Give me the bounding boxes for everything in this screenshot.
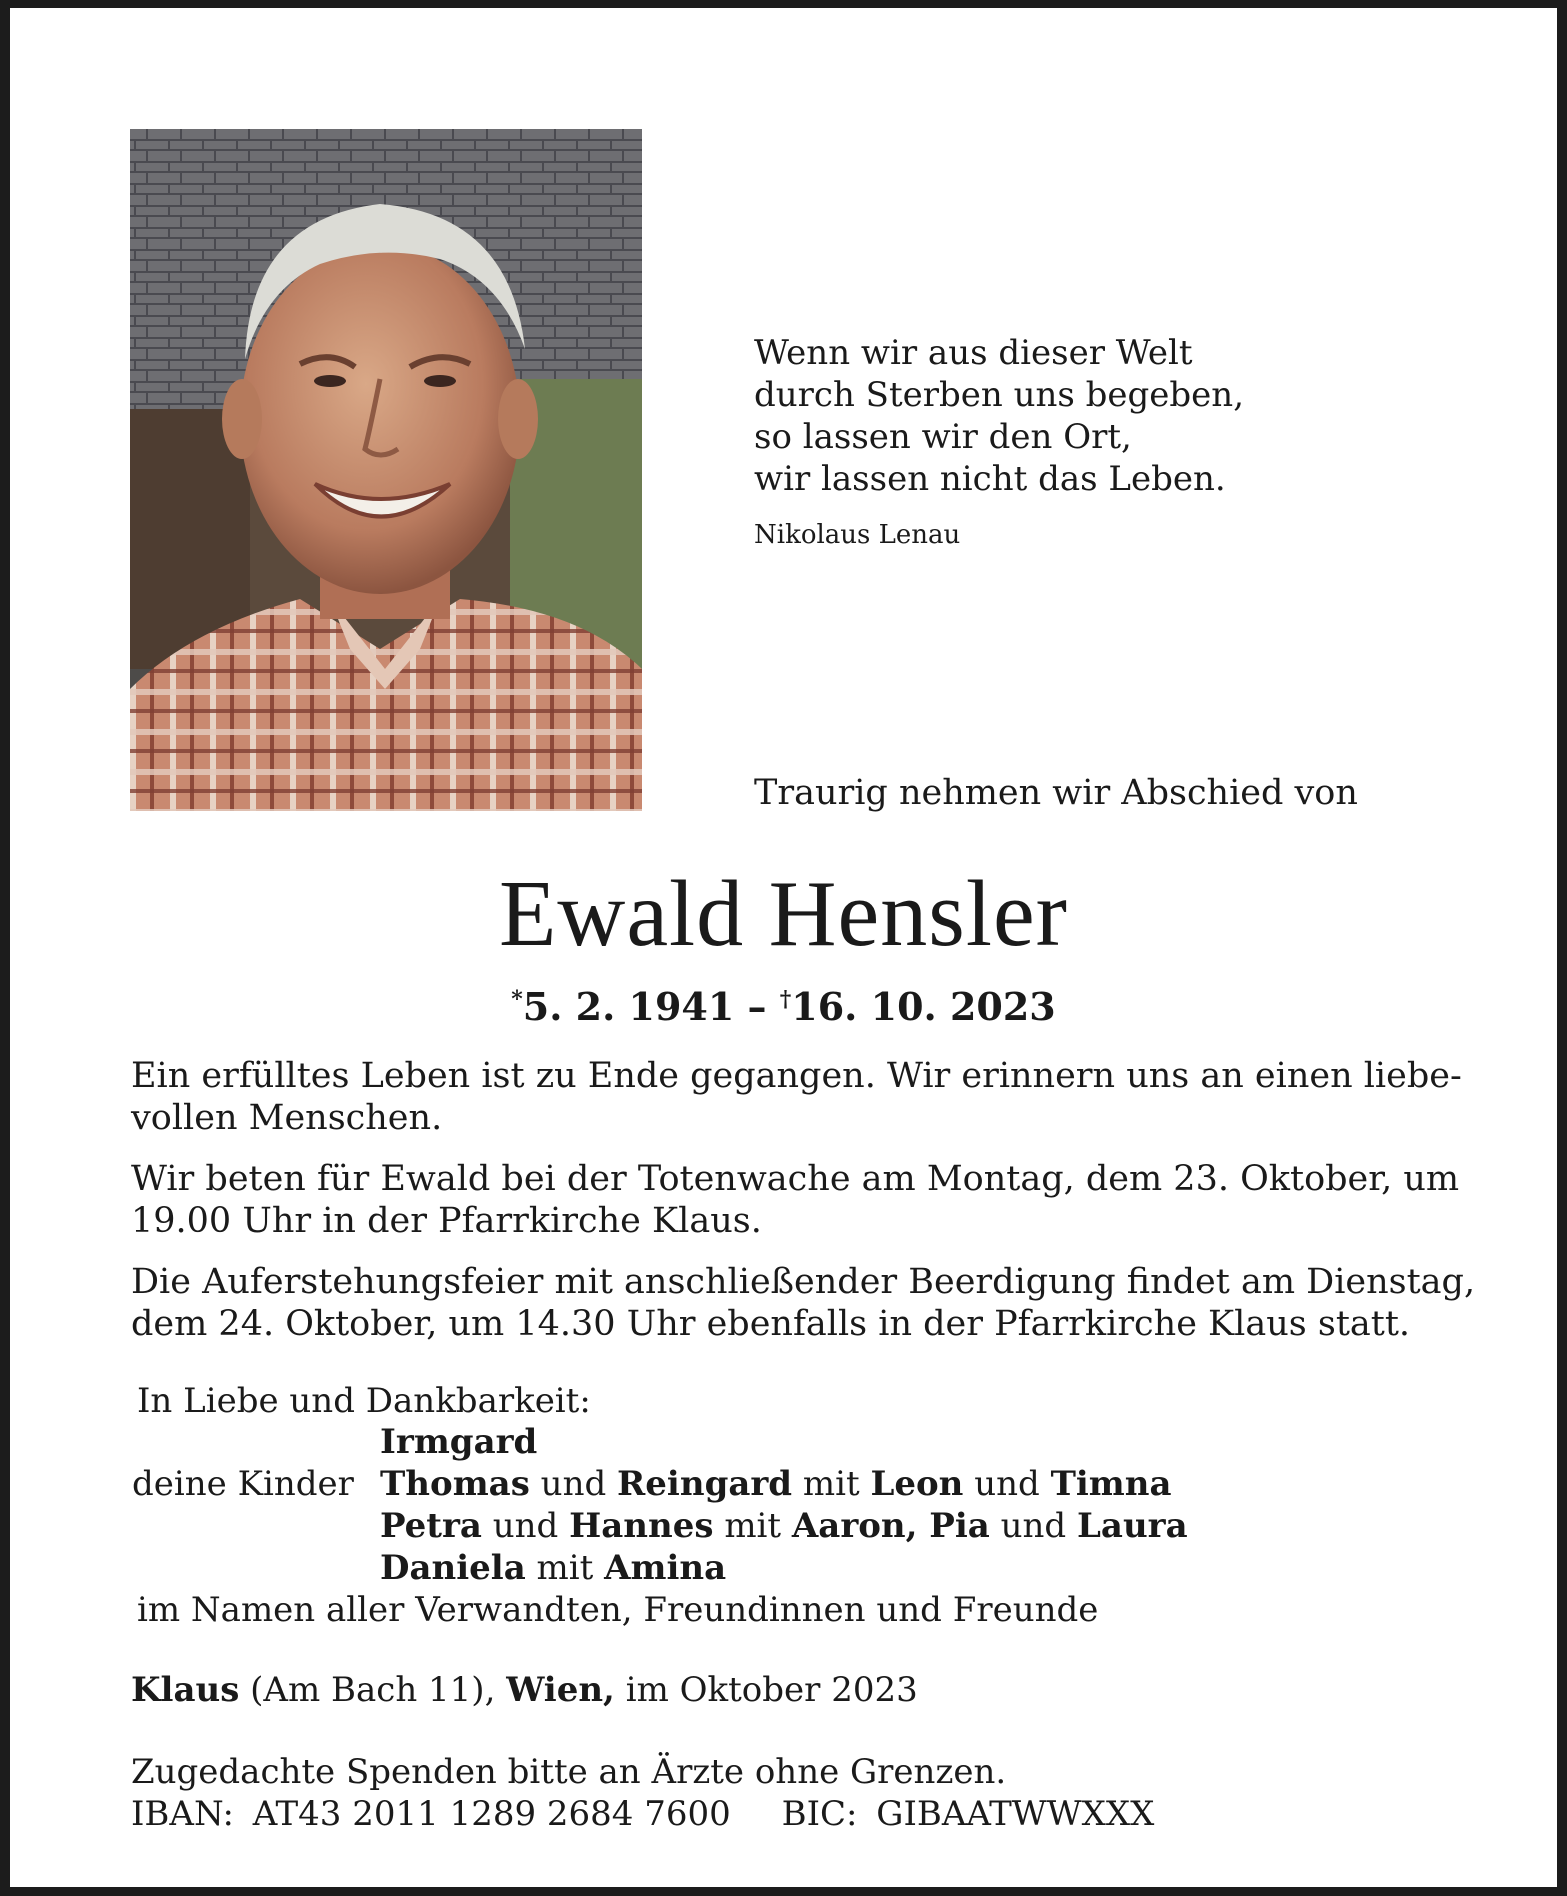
paragraph-funeral bbox=[131, 1261, 1476, 1345]
mourners-closing: im Namen aller Verwandten, Freundinnen und Freunde bbox=[137, 1590, 1099, 1630]
mourner-row bbox=[380, 1505, 1188, 1547]
paragraph-vigil bbox=[131, 1158, 1460, 1242]
mourner-name: Amina bbox=[604, 1548, 727, 1588]
paragraph-line: Ein erfülltes Leben ist zu Ende gegangen. Wir erinnern uns an einen liebe- bbox=[131, 1056, 1462, 1096]
paragraph-line: Wir beten für Ewald bei der Totenwache am Montag, dem 23. Oktober, um bbox=[131, 1159, 1460, 1199]
mourner-name: Leon bbox=[870, 1464, 964, 1504]
mourner-name: Hannes bbox=[569, 1506, 714, 1546]
mourner-name: Thomas bbox=[380, 1464, 530, 1504]
mourner-name: Daniela bbox=[380, 1548, 526, 1588]
place-address: (Am Bach 11), bbox=[250, 1670, 496, 1710]
quote-line: durch Sterben uns begeben, bbox=[754, 375, 1244, 415]
paragraph-line: dem 24. Oktober, um 14.30 Uhr ebenfalls in der Pfarrkirche Klaus statt. bbox=[131, 1304, 1411, 1344]
mourners-heading: In Liebe und Dankbarkeit: bbox=[137, 1381, 591, 1421]
quote-line: wir lassen nicht das Leben. bbox=[754, 459, 1226, 499]
birth-mark: * bbox=[511, 986, 523, 1013]
connector: und bbox=[1000, 1506, 1067, 1546]
mourner-name: Laura bbox=[1077, 1506, 1188, 1546]
connector: und bbox=[492, 1506, 559, 1546]
place-town: Klaus bbox=[131, 1670, 240, 1710]
birth-date: 5. 2. 1941 bbox=[522, 984, 735, 1029]
quote-line: Wenn wir aus dieser Welt bbox=[754, 333, 1193, 373]
paragraph-line: Die Auferstehungsfeier mit anschließender Beerdigung findet am Dienstag, bbox=[131, 1262, 1476, 1302]
bic-label: BIC: bbox=[781, 1794, 858, 1834]
connector: mit bbox=[802, 1464, 860, 1504]
place-date: im Oktober 2023 bbox=[625, 1670, 918, 1710]
portrait-photo bbox=[130, 129, 642, 811]
connector: mit bbox=[536, 1548, 594, 1588]
death-mark: † bbox=[779, 986, 792, 1013]
quote-author: Nikolaus Lenau bbox=[754, 520, 961, 550]
mourner-spouse: Irmgard bbox=[380, 1422, 538, 1462]
date-separator: – bbox=[747, 984, 767, 1029]
mourner-row bbox=[380, 1463, 1172, 1505]
intro-text: Traurig nehmen wir Abschied von bbox=[754, 773, 1358, 813]
place-city: Wien, bbox=[506, 1670, 615, 1710]
iban-label: IBAN: bbox=[131, 1794, 234, 1834]
paragraph-life bbox=[131, 1055, 1462, 1139]
donation-text: Zugedachte Spenden bitte an Ärzte ohne Grenzen. bbox=[131, 1752, 1007, 1792]
quote-line: so lassen wir den Ort, bbox=[754, 417, 1132, 457]
iban-value: AT43 2011 1289 2684 7600 bbox=[252, 1794, 731, 1834]
paragraph-line: vollen Menschen. bbox=[131, 1098, 443, 1138]
connector: und bbox=[974, 1464, 1040, 1504]
mourner-name: Aaron, Pia bbox=[791, 1506, 990, 1546]
connector: mit bbox=[724, 1506, 782, 1546]
paragraph-line: 19.00 Uhr in der Pfarrkirche Klaus. bbox=[131, 1201, 762, 1241]
mourner-row bbox=[380, 1547, 726, 1589]
life-dates bbox=[0, 984, 1567, 1029]
mourner-name: Reingard bbox=[617, 1464, 793, 1504]
mourner-name: Timna bbox=[1050, 1464, 1172, 1504]
connector: und bbox=[540, 1464, 607, 1504]
children-label: deine Kinder bbox=[132, 1464, 354, 1504]
death-date: 16. 10. 2023 bbox=[791, 984, 1056, 1029]
quote-block bbox=[754, 332, 1244, 500]
place-date-line bbox=[131, 1670, 918, 1710]
bank-details bbox=[131, 1794, 1154, 1834]
deceased-name: Ewald Hensler bbox=[499, 862, 1068, 966]
bic-value: GIBAATWWXXX bbox=[876, 1794, 1155, 1834]
mourner-name: Petra bbox=[380, 1506, 482, 1546]
